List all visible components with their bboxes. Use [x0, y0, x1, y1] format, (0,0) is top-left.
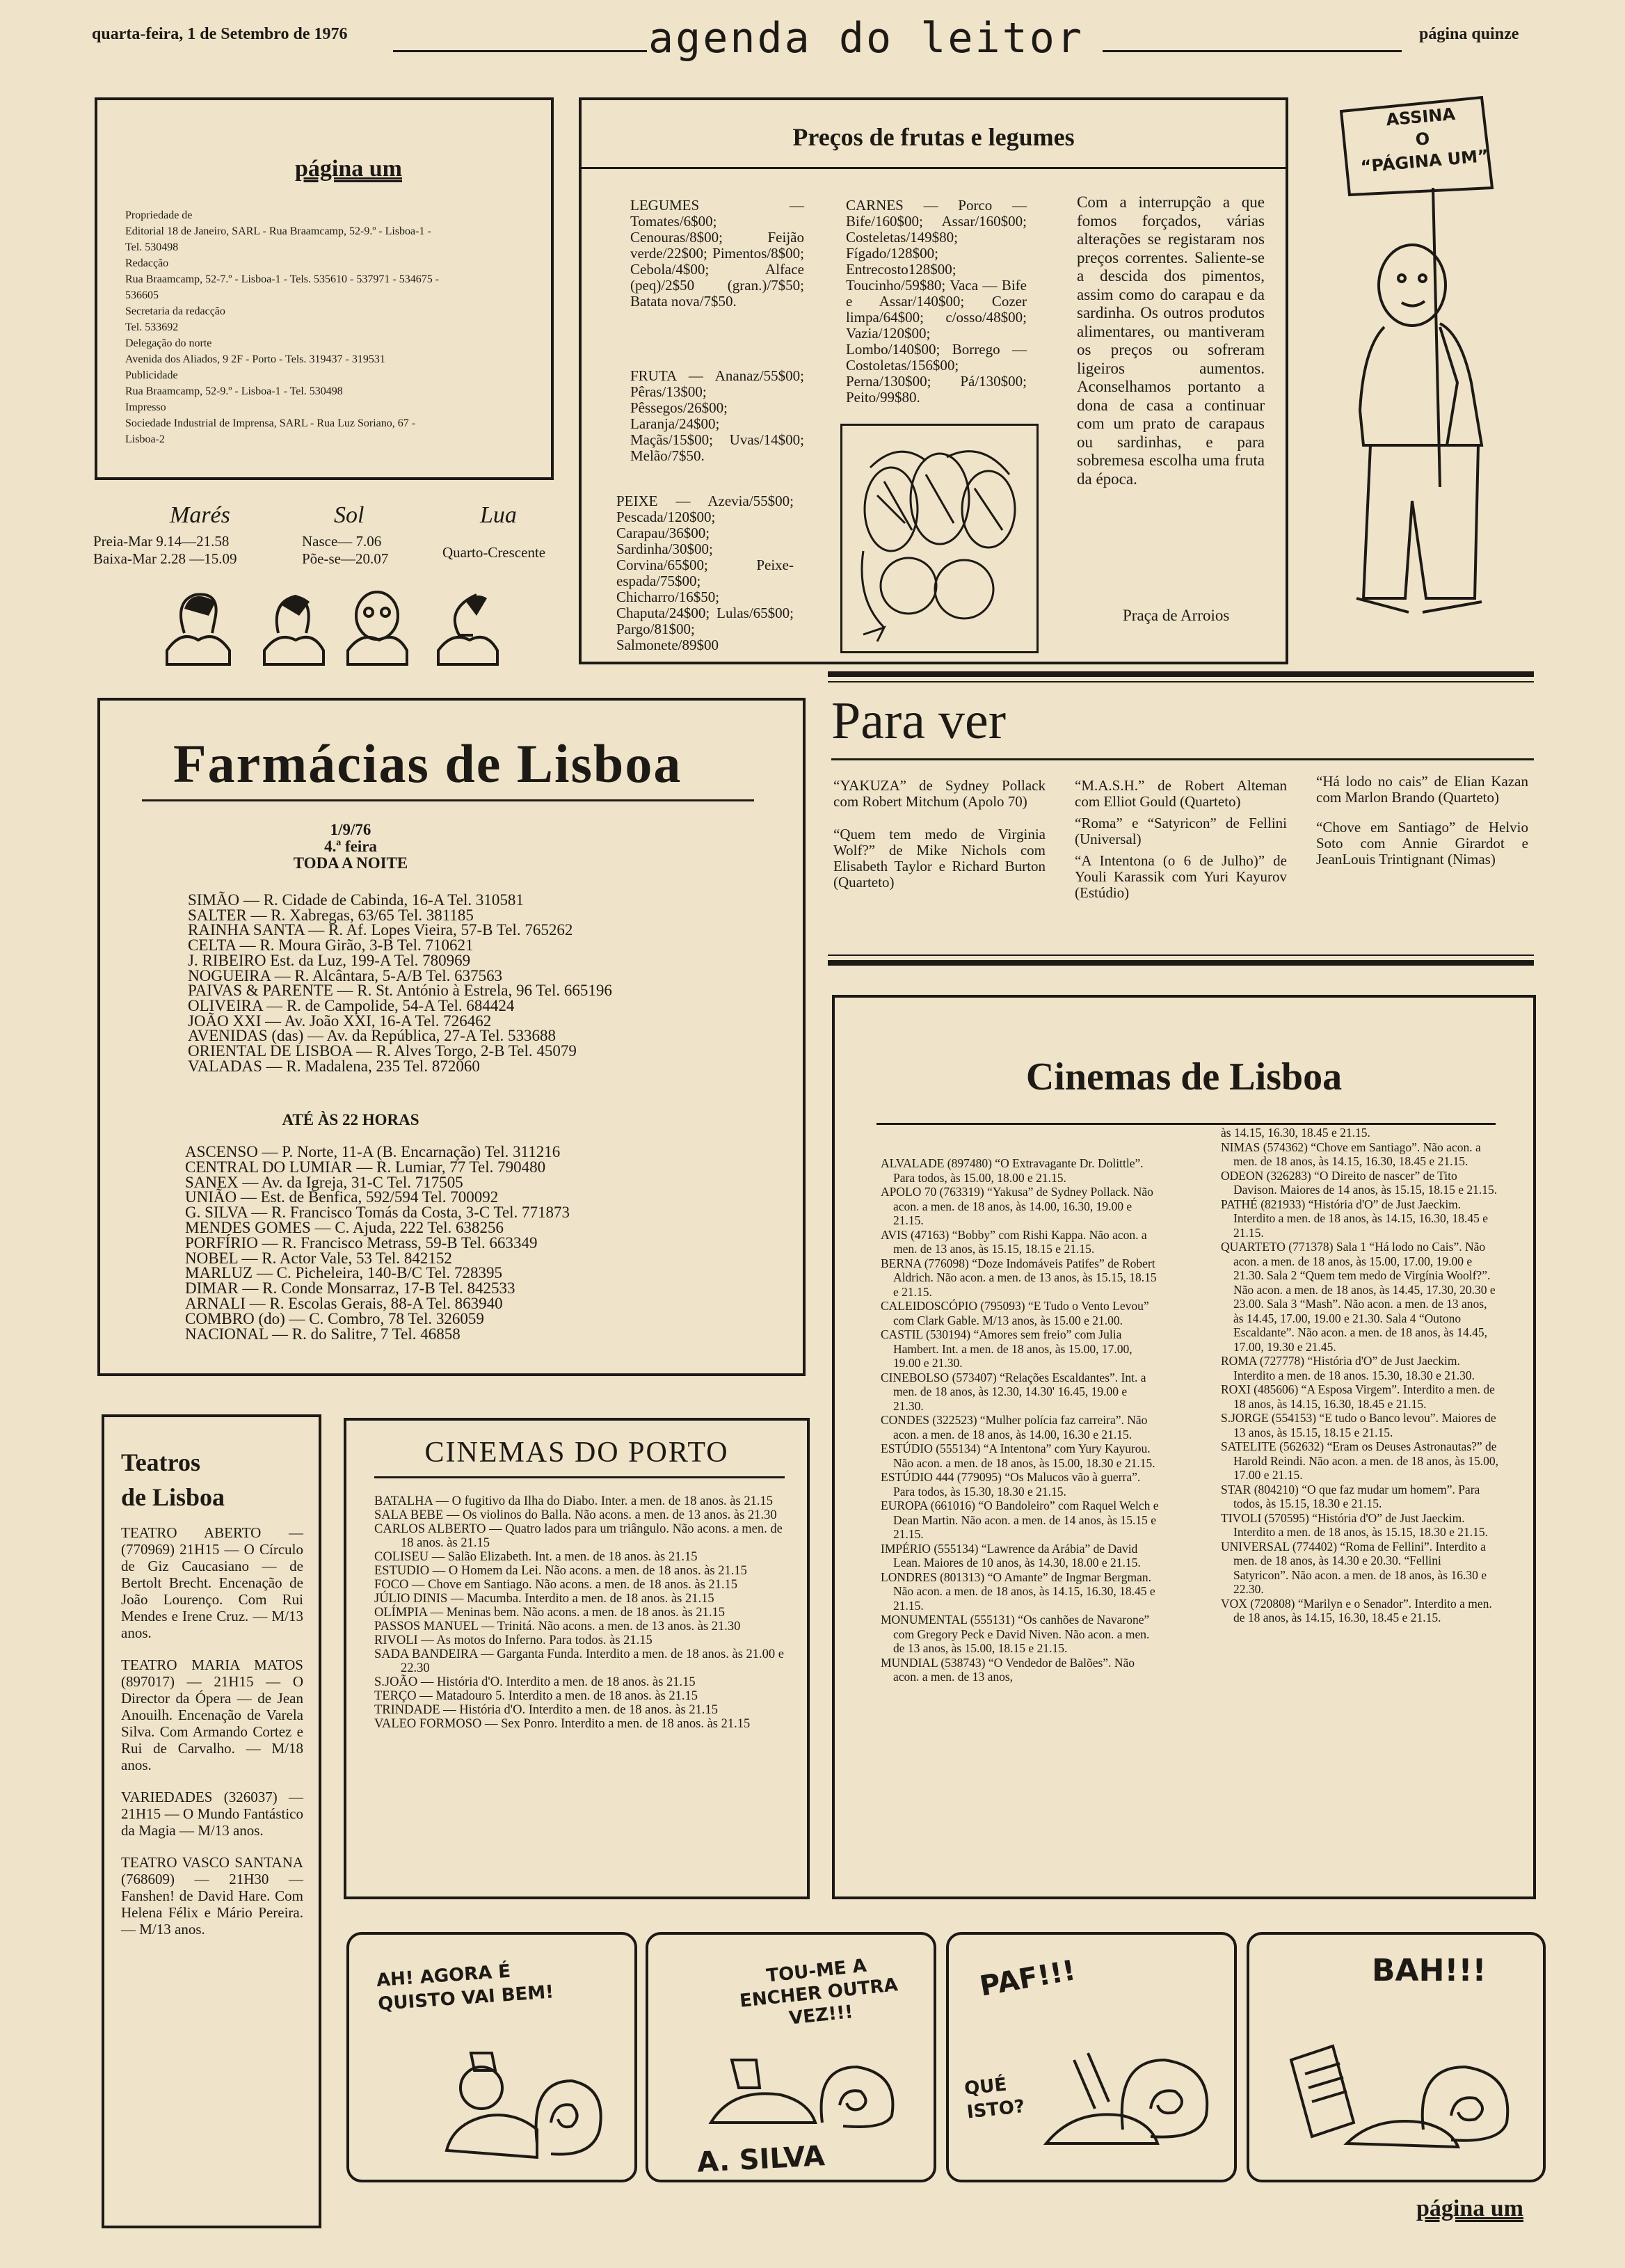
film-recommendation: “M.A.S.H.” de Robert Alteman com Elliot Gould (Quarteto) — [1075, 777, 1287, 810]
masthead-line: Avenida dos Aliados, 9 2F - Porto - Tels. 319437 - 319531 — [125, 353, 385, 365]
pharmacy-entry: MENDES GOMES — C. Ajuda, 222 Tel. 638256 — [185, 1218, 504, 1236]
masthead-title: página um — [295, 156, 402, 182]
teatros-title-line-2: de Lisboa — [121, 1483, 225, 1511]
film-recommendation: “Roma” e “Satyricon” de Fellini (Universal) — [1075, 815, 1287, 847]
cinema-listing: STAR (804210) “O que faz mudar um homem”. Para todos, às 15.15, 18.30 e 21.15. — [1221, 1482, 1480, 1510]
pharmacies-title-rule — [142, 799, 754, 801]
para-ver-column-1 — [833, 778, 1046, 907]
pharmacy-entry: G. SILVA — R. Francisco Tomás da Costa, 3-C Tel. 771873 — [185, 1204, 570, 1222]
cinema-listing: TIVOLI (570595) “História d'O” de Just Jaeckim. Interdito a men. de 18 anos, às 15.15, 18.30 e 21.15. — [1221, 1510, 1488, 1539]
pharmacy-entry: CELTA — R. Moura Girão, 3-B Tel. 710621 — [188, 936, 474, 955]
teatros-list — [121, 1524, 303, 1938]
para-ver-title-rule — [831, 758, 1534, 760]
theatre-listing: VARIEDADES (326037) — 21H15 — O Mundo Fantástico da Magia — M/13 anos. — [121, 1789, 303, 1839]
film-recommendation: “Quem tem medo de Virginia Wolf?” de Mike Nichols com Elisabeth Taylor e Richard Burton (Quarteto) — [833, 826, 1046, 891]
comic-panel-2-speech: TOU-ME A ENCHER OUTRA VEZ!!! — [738, 1955, 899, 2029]
cinema-listing: VOX (720808) “Marilyn e o Senador”. Interdito a men. de 18 anos, às 14.15, 16.30, 18.45 e 21.15. — [1221, 1596, 1492, 1624]
pharmacy-entry: JOÃO XXI — Av. João XXI, 16-A Tel. 726462 — [188, 1012, 492, 1030]
page-section-title: agenda do leitor — [648, 14, 1084, 63]
tides-title: Marés — [170, 502, 230, 528]
pharmacy-entry: COMBRO (do) — C. Combro, 78 Tel. 326059 — [185, 1309, 484, 1327]
masthead-line: Impresso — [125, 401, 166, 413]
pharmacies-night-list — [188, 893, 800, 1073]
tides-values: Preia-Mar 9.14—21.58 Baixa-Mar 2.28 —15.09 — [93, 533, 237, 567]
pharmacy-entry: AVENIDAS (das) — Av. da República, 27-A Tel. 533688 — [188, 1027, 557, 1045]
comic-panel-4 — [1247, 1932, 1546, 2182]
masthead-line: Rua Braamcamp, 52-7.º - Lisboa-1 - Tels. 535610 - 537971 - 534675 - — [125, 273, 440, 285]
pharmacy-entry: OLIVEIRA — R. de Campolide, 54-A Tel. 684424 — [188, 996, 515, 1014]
cinema-listing: ROXI (485606) “A Esposa Virgem”. Interdito a men. de 18 anos, às 14.15, 16.30, 18.45 e 21.15. — [1221, 1382, 1495, 1411]
cinema-listing: SATELITE (562632) “Eram os Deuses Astronautas?” de Harold Reindi. Não acon. a men. de 18 anos, às 15.00, 17.00 e 21.15. — [1221, 1439, 1499, 1482]
cinema-listing: APOLO 70 (763319) “Yakusa” de Sydney Pollack. Não acon. a men. de 18 anos, às 14.00, 16.30, 19.00 e 21.15. — [881, 1185, 1153, 1227]
pharmacies-title: Farmácias de Lisboa — [173, 733, 682, 794]
cinema-listing: às 14.15, 16.30, 18.45 e 21.15. — [1221, 1126, 1370, 1140]
cinema-listing: EUROPA (661016) “O Bandoleiro” com Raquel Welch e Dean Martin. Não acon. a men. de 14 anos, às 15.15 e 21.15. — [881, 1499, 1159, 1541]
pharmacies-date: 1/9/76 — [330, 821, 371, 838]
pharmacy-entry: RAINHA SANTA — R. Af. Lopes Vieira, 57-B Tel. 765262 — [188, 921, 573, 939]
cinema-listing: BATALHA — O fugitivo da Ilha do Diabo. Inter. a men. de 18 anos. às 21.15 — [374, 1494, 773, 1508]
cinemas-porto-title-rule — [374, 1476, 785, 1478]
masthead-line: 536605 — [125, 289, 159, 301]
pharmacy-entry: J. RIBEIRO Est. da Luz, 199-A Tel. 780969 — [188, 951, 471, 969]
masthead-line: Sociedade Industrial de Imprensa, SARL - Rua Luz Soriano, 67 - — [125, 417, 416, 429]
film-recommendation: “YAKUZA” de Sydney Pollack com Robert Mitchum (Apolo 70) — [833, 777, 1046, 810]
comic-panel-3 — [946, 1932, 1237, 2182]
comic-panel-1 — [346, 1932, 637, 2182]
pharmacy-entry: NOBEL — R. Actor Vale, 53 Tel. 842152 — [185, 1249, 452, 1267]
prices-vegetables: LEGUMES — Tomates/6$00; Cenouras/8$00; Feijão verde/22$00; Pimentos/8$00; Cebola/4$00; Alface (peq)/2$50 (gran.)/7$50; Batata nova/7$50. — [630, 197, 804, 310]
cinema-listing: MUNDIAL (538743) “O Vendedor de Balões”. Não acon. a men. de 13 anos, — [881, 1655, 1135, 1684]
comic-panel-2 — [646, 1932, 936, 2182]
cinema-listing: JÚLIO DINIS — Macumba. Interdito a men. de 18 anos. às 21.15 — [374, 1592, 714, 1606]
cinema-listing: ESTÚDIO (555134) “A Intentona” com Yury Kayurou. Não acon. a men. de 18 anos, às 15.00, 18.30 e 21.15. — [881, 1442, 1155, 1470]
cinema-listing: TERÇO — Matadouro 5. Interdito a men. de 18 anos. às 21.15 — [374, 1689, 698, 1703]
film-recommendation: “A Intentona (o 6 de Julho)” de Youli Karassik com Yuri Kayurov (Estúdio) — [1075, 852, 1287, 901]
cinemas-lisboa-column-1 — [881, 1156, 1159, 1684]
masthead-line: Tel. 533692 — [125, 321, 179, 333]
cinema-listing: SALA BEBE — Os violinos do Balla. Não acons. a men. de 13 anos. às 21.30 — [374, 1508, 777, 1522]
cinema-listing: PATHÉ (821933) “História d'O” de Just Jaeckim. Interdito a men. de 18 anos, às 14.15, 16.30, 18.45 e 21.15. — [1221, 1197, 1488, 1240]
header-rule-right — [1103, 50, 1402, 52]
footer-brand: página um — [1416, 2196, 1523, 2221]
pharmacies-evening-title: ATÉ ÀS 22 HORAS — [282, 1111, 419, 1128]
prices-meat: CARNES — Porco — Bife/160$00; Assar/160$00; Costeletas/149$80; Fígado/128$00; Entrecosto128$00; Toucinho/59$80; Vaca — Bife e Assar/140$00; Cozer limpa/64$00; c/osso/48$00; Vazia/120$00; Lombo/140$00; Borrego — Costoletas/156$00; Perna/130$00; Pá/130$00; Peito/99$80. — [846, 197, 1027, 406]
comic-panel-3-sound: PAF!!! — [977, 1954, 1078, 2003]
pharmacy-entry: VALADAS — R. Madalena, 235 Tel. 872060 — [188, 1057, 480, 1075]
prices-commentary: Com a interrupção a que fomos forçados, várias alterações se registaram nos preços correntes. Saliente-se a descida dos pimentos, assim como do carapau e da sardinha. Os outros produtos alimentares, ou mantiveram os preços ou sofreram ligeiros aumentos. Aconselhamos portanto a dona de casa a continuar com um prato de carapaus ou sardinhas, e para sobremesa escolha uma fruta da época. — [1077, 193, 1265, 488]
cinemas-porto-title: CINEMAS DO PORTO — [424, 1437, 729, 1469]
moon-title: Lua — [480, 502, 517, 528]
cinemas-lisboa-title-rule — [876, 1123, 1496, 1125]
header-rule-left — [393, 50, 647, 52]
para-ver-title: Para ver — [831, 692, 1007, 750]
pharmacy-entry: MARLUZ — C. Picheleira, 140-B/C Tel. 728395 — [185, 1264, 503, 1282]
cinema-listing: CASTIL (530194) “Amores sem freio” com Julia Hambert. Int. a men. de 18 anos, às 15.00, 17.00, 19.00 e 21.30. — [881, 1327, 1132, 1370]
cinemas-lisboa-box — [832, 995, 1536, 1899]
theatre-listing: TEATRO MARIA MATOS (897017) — 21H15 — O Director da Ópera — de Jean Anouilh. Encenação de Varela Silva. Com Armando Cortez e Rui de Carvalho. — M/18 anos. — [121, 1656, 303, 1773]
theatre-listing: TEATRO ABERTO — (770969) 21H15 — O Círculo de Giz Caucasiano — de Bertolt Brecht. Encenação de João Lourenço. Com Rui Mendes e Irene Cruz. — M/13 anos. — [121, 1524, 303, 1641]
fruit-basket-illustration — [840, 424, 1039, 653]
cinemas-porto-list — [374, 1494, 792, 1731]
pharmacy-entry: SALTER — R. Xabregas, 63/65 Tel. 381185 — [188, 906, 474, 924]
sun-values: Nasce— 7.06 Põe-se—20.07 — [302, 533, 389, 567]
pharmacy-entry: NOGUEIRA — R. Alcântara, 5-A/B Tel. 637563 — [188, 966, 503, 984]
cinema-listing: LONDRES (801313) “O Amante” de Ingmar Bergman. Não acon. a men. de 18 anos, às 14.15, 16.30, 18.45 e 21.15. — [881, 1570, 1155, 1613]
cinema-listing: OLÍMPIA — Meninas bem. Não acons. a men. de 18 anos. às 21.15 — [374, 1606, 726, 1620]
teatros-title-line-1: Teatros — [121, 1448, 201, 1476]
masthead-line: Propriedade de — [125, 209, 193, 221]
cinema-listing: CARLOS ALBERTO — Quatro lados para um triângulo. Não acons. a men. de 18 anos. às 21.15 — [374, 1522, 783, 1550]
prices-fruit: FRUTA — Ananaz/55$00; Pêras/13$00; Pêssegos/26$00; Laranja/24$00; Maçãs/15$00; Uvas/14$00; Melão/7$50. — [630, 367, 804, 464]
theatre-listing: TEATRO VASCO SANTANA (768609) — 21H30 — Fanshen! de David Hare. Com Helena Félix e Mário Pereira. — M/13 anos. — [121, 1854, 303, 1938]
para-ver-column-2 — [1075, 778, 1287, 907]
cinema-listing: FOCO — Chove em Santiago. Não acons. a men. de 18 anos. às 21.15 — [374, 1578, 738, 1592]
pharmacy-entry: SIMÃO — R. Cidade de Cabinda, 16-A Tel. 310581 — [188, 891, 524, 909]
para-ver-bottom-rule-thick — [828, 960, 1534, 966]
pharmacy-entry: ARNALI — R. Escolas Gerais, 88-A Tel. 863940 — [185, 1294, 503, 1312]
prices-title-rule — [582, 167, 1286, 169]
cinema-listing: CONDES (322523) “Mulher polícia faz carreira”. Não acon. a men. de 18 anos, às 14.00, 16.30 e 21.15. — [881, 1413, 1148, 1442]
masthead-lines — [125, 207, 530, 447]
moon-value: Quarto-Crescente — [442, 544, 546, 561]
comic-panel-3-speech: QUÉ ISTO? — [963, 2074, 1026, 2123]
comic-panel-3-drawing — [1032, 2018, 1227, 2157]
cinema-listing: ALVALADE (897480) “O Extravagante Dr. Dolittle”. Para todos, às 15.00, 18.00 e 21.15. — [881, 1156, 1144, 1185]
tide-figures-illustration — [160, 574, 522, 668]
masthead-line: Secretaria da redacção — [125, 305, 225, 317]
cinema-listing: CALEIDOSCÓPIO (795093) “E Tudo o Vento Levou” com Clark Gable. M/13 anos, às 15.00 e 21.00. — [881, 1299, 1149, 1327]
comic-signature: A. SILVA — [696, 2140, 826, 2179]
pharmacy-entry: ORIENTAL DE LISBOA — R. Alves Torgo, 2-B Tel. 45079 — [188, 1042, 577, 1060]
cinema-listing: BERNA (776098) “Doze Indomáveis Patifes” de Robert Aldrich. Não acon. a men. de 13 anos, às 15.15, 18.15 e 21.15. — [881, 1256, 1157, 1299]
sign-text: ASSINA O “PÁGINA UM” — [1359, 104, 1489, 177]
pharmacy-entry: PAIVAS & PARENTE — R. St. António à Estrela, 96 Tel. 665196 — [188, 982, 612, 1000]
pharmacy-entry: CENTRAL DO LUMIAR — R. Lumiar, 77 Tel. 790480 — [185, 1158, 546, 1176]
pharmacies-box — [97, 698, 806, 1376]
cinemas-lisboa-column-2 — [1221, 1126, 1499, 1625]
cinema-listing: AVIS (47163) “Bobby” com Rishi Kappa. Não acon. a men. de 13 anos, às 15.15, 18.15 e 21.15. — [881, 1227, 1147, 1256]
cinema-listing: SADA BANDEIRA — Garganta Funda. Interdito a men. de 18 anos. às 21.00 e 22.30 — [374, 1647, 785, 1675]
cinema-listing: ESTUDIO — O Homem da Lei. Não acons. a men. de 18 anos. às 21.15 — [374, 1564, 747, 1578]
cinema-listing: PASSOS MANUEL — Trinitá. Não acons. a men. de 13 anos. às 21.30 — [374, 1620, 741, 1634]
masthead-line: Tel. 530498 — [125, 241, 179, 253]
header-page-number: página quinze — [1419, 25, 1519, 43]
sun-title: Sol — [334, 502, 365, 528]
cinema-listing: TRINDADE — História d'O. Interdito a men. de 18 anos. às 21.15 — [374, 1703, 719, 1717]
comic-panel-1-drawing — [433, 2039, 621, 2171]
comic-panel-4-drawing — [1277, 2018, 1528, 2164]
masthead-line: Delegação do norte — [125, 337, 212, 349]
pharmacy-entry: DIMAR — R. Conde Monsarraz, 17-B Tel. 842533 — [185, 1279, 515, 1297]
masthead-line: Lisboa-2 — [125, 433, 165, 445]
para-ver-top-rule-thin — [828, 681, 1534, 682]
comic-strip — [346, 1932, 1550, 2188]
cinema-listing: MONUMENTAL (555131) “Os canhões de Navarone” com Gregory Peck e David Niven. Não acon. a men. de 13 anos, às 15.00, 18.15 e 21.15. — [881, 1613, 1150, 1655]
cinema-listing: CINEBOLSO (573407) “Relações Escaldantes”. Int. a men. de 18 anos, às 12.30, 14.30' 16.45, 19.00 e 21.30. — [881, 1370, 1146, 1413]
pharmacy-entry: NACIONAL — R. do Salitre, 7 Tel. 46858 — [185, 1325, 461, 1343]
masthead-line: Publicidade — [125, 369, 178, 381]
cinema-listing: ROMA (727778) “História d'O” de Just Jaeckim. Interdito a men. de 18 anos. 15.30, 18.30 e 21.30. — [1221, 1354, 1475, 1382]
cinema-listing: VALEO FORMOSO — Sex Ponro. Interdito a men. de 18 anos. às 21.15 — [374, 1717, 751, 1731]
cinemas-lisboa-title: Cinemas de Lisboa — [1025, 1055, 1343, 1099]
cinema-listing: ESTÚDIO 444 (779095) “Os Malucos vão à guerra”. Para todos, às 15.30, 18.30 e 21.15. — [881, 1470, 1141, 1499]
masthead-line: Rua Braamcamp, 52-9.º - Lisboa-1 - Tel. 530498 — [125, 385, 343, 397]
film-recommendation: “Chove em Santiago” de Helvio Soto com Annie Girardot e JeanLouis Trintignant (Nimas) — [1316, 819, 1528, 868]
cinemas-porto-box — [344, 1418, 810, 1899]
pharmacy-entry: UNIÃO — Est. de Benfica, 592/594 Tel. 700092 — [185, 1188, 499, 1206]
prices-box — [579, 97, 1288, 664]
prices-title: Preços de frutas e legumes — [792, 123, 1075, 151]
cinema-listing: IMPÉRIO (555134) “Lawrence da Arábia” de David Lean. Maiores de 10 anos, às 14.30, 18.00 e 21.15. — [881, 1541, 1141, 1570]
pharmacies-night-title: TODA A NOITE — [293, 854, 408, 872]
masthead-box — [95, 97, 554, 480]
cinema-listing: ODEON (326283) “O Direito de nascer” de Tito Davison. Maiores de 14 anos, às 15.15, 18.15 e 21.15. — [1221, 1168, 1498, 1197]
comic-panel-1-speech: AH! AGORA É QUISTO VAI BEM! — [376, 1960, 554, 2015]
cinema-listing: S.JOÃO — História d'O. Interdito a men. de 18 anos. às 21.15 — [374, 1675, 696, 1689]
pharmacies-weekday: 4.ª feira — [324, 838, 377, 855]
masthead-line: Redacção — [125, 257, 169, 269]
para-ver-bottom-rule — [828, 955, 1534, 956]
pharmacy-entry: SANEX — Av. da Igreja, 31-C Tel. 717505 — [185, 1173, 463, 1191]
cinema-listing: QUARTETO (771378) Sala 1 “Há lodo no Cais”. Não acon. a men. de 18 anos, às 15.00, 17.00, 19.00 e 21.30. Sala 2 “Quem tem medo de Virgínia Woolf?”. Não acon. a men. de 18 anos, às 14.45, 17.30, 20.30 e 23.00. Sala 3 “Mash”. Não acon. a men. de 13 anos, às 14.45, 17.00, 19.00 e 21.30. Sala 4 “Outono Escaldante”. Não acon. a men. de 18 anos, às 14.45, 17.00, 19.30 e 21.45. — [1221, 1240, 1496, 1354]
comic-panel-2-drawing — [704, 2039, 913, 2137]
comic-panel-4-speech: BAH!!! — [1372, 1953, 1487, 1988]
cinema-listing: S.JORGE (554153) “E tudo o Banco levou”. Maiores de 13 anos, às 15.15, 18.15 e 21.15. — [1221, 1411, 1496, 1439]
cinema-listing: NIMAS (574362) “Chove em Santiago”. Não acon. a men. de 18 anos, às 14.15, 16.30, 18.45 e 21.15. — [1221, 1140, 1481, 1168]
prices-signature: Praça de Arroios — [1123, 607, 1230, 624]
cinema-listing: UNIVERSAL (774402) “Roma de Fellini”. Interdito a men. de 18 anos, às 14.30 e 20.30. “Fellini Satyricon”. Não acon. a men. de 18 anos, às 16.30 e 22.30. — [1221, 1539, 1487, 1596]
masthead-line: Editorial 18 de Janeiro, SARL - Rua Braamcamp, 52-9.º - Lisboa-1 - — [125, 225, 431, 237]
header-date: quarta-feira, 1 de Setembro de 1976 — [92, 25, 348, 43]
para-ver-top-rule — [828, 671, 1534, 677]
pharmacies-evening-list — [185, 1144, 797, 1341]
para-ver-column-3 — [1316, 774, 1528, 881]
pharmacy-entry: ASCENSO — P. Norte, 11-A (B. Encarnação) Tel. 311216 — [185, 1143, 561, 1160]
pharmacy-entry: PORFÍRIO — R. Francisco Metrass, 59-B Tel. 663349 — [185, 1233, 538, 1252]
teatros-box — [102, 1414, 321, 2228]
film-recommendation: “Há lodo no cais” de Elian Kazan com Marlon Brando (Quarteto) — [1316, 773, 1528, 806]
prices-fish: PEIXE — Azevia/55$00; Pescada/120$00; Carapau/36$00; Sardinha/30$00; Corvina/65$00; Peixe-espada/75$00; Chicharro/16$50; Chaputa/24$00; Lulas/65$00; Pargo/81$00; Salmonete/89$00 — [616, 493, 794, 653]
cinema-listing: COLISEU — Salão Elizabeth. Int. a men. de 18 anos. às 21.15 — [374, 1550, 698, 1564]
cinema-listing: RIVOLI — As motos do Inferno. Para todos. às 21.15 — [374, 1634, 653, 1647]
